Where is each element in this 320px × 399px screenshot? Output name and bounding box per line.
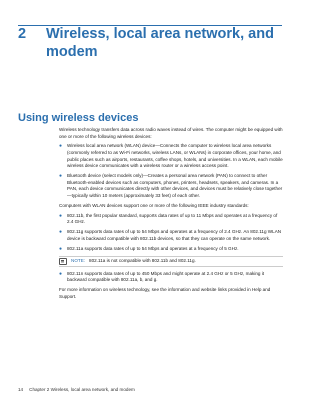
chapter-title: Wireless, local area network, and modem — [46, 26, 274, 60]
bullet-icon: ● — [59, 212, 63, 219]
page-footer — [18, 387, 135, 393]
bullet-icon: ● — [59, 173, 63, 180]
list-item-text: 802.11b, the first popular standard, supports data rates of up to 11 Mbps and operates at a frequency of 2.4 GHz. — [67, 212, 278, 225]
note-text: 802.11a is not compatible with 802.11b and 802.11g. — [89, 257, 196, 263]
list-item — [59, 271, 283, 284]
list-item — [59, 213, 283, 226]
intro-paragraph: Wireless technology transfers data across radio waves instead of wires. The computer might be equipped with one or more of the following wireless devices: — [59, 127, 283, 139]
bullet-icon: ● — [59, 270, 63, 277]
list-item — [59, 143, 283, 169]
note-icon — [59, 258, 67, 265]
chapter-heading — [18, 25, 282, 61]
body-content — [59, 127, 283, 304]
list-item-text: Wireless local area network (WLAN) device—Connects the computer to wireless local area networks (commonly referred to as Wi-Fi networks, wireless LANs, or WLANs) in corporate offices, your home, and public places such as airports, restaurants, coffee shops, hotels, and universities. In a WLAN, each mobile wireless device communicates with a wireless router or a wireless access point. — [67, 143, 283, 169]
list-item-text: 802.11n supports data rates of up to 450 Mbps and might operate at 2.4 GHz or 5 GHz, making it backward compatible with 802.11a, b, and g. — [67, 270, 265, 283]
chapter-number: 2 — [18, 26, 27, 42]
standards-intro-paragraph: Computers with WLAN devices support one or more of the following IEEE industry standards: — [59, 202, 249, 208]
list-item-text: 802.11a supports data rates of up to 54 Mbps and operates at a frequency of 5 GHz. — [67, 245, 239, 251]
section-title: Using wireless devices — [18, 112, 139, 124]
list-item — [59, 246, 283, 253]
bullet-icon: ● — [59, 143, 63, 150]
page-number: 14 — [18, 387, 24, 392]
list-item-text: Bluetooth device (select models only)—Creates a personal area network (PAN) to connect to other Bluetooth-enabled devices such as computers, phones, printers, headsets, speakers, and cameras. In a PAN, each device communicates directly with other devices, and devices must be relatively close together—typically within 10 meters (approximately 33 feet) of each other. — [67, 173, 283, 198]
note-label: NOTE: — [71, 257, 86, 263]
bullet-icon: ● — [59, 245, 63, 252]
bullet-icon: ● — [59, 229, 63, 236]
note-box — [59, 256, 283, 267]
list-item — [59, 229, 283, 242]
outro-paragraph: For more information on wireless technology, see the information and website links provided in Help and Support. — [59, 287, 271, 299]
list-item — [59, 173, 283, 199]
list-item-text: 802.11g supports data rates of up to 54 Mbps and operates at a frequency of 2.4 GHz. An 802.11g WLAN device is backward compatible with 802.11b devices, so that they can operate on the same network. — [67, 229, 282, 241]
footer-chapter-text: Chapter 2 Wireless, local area network, and modem — [29, 387, 135, 392]
